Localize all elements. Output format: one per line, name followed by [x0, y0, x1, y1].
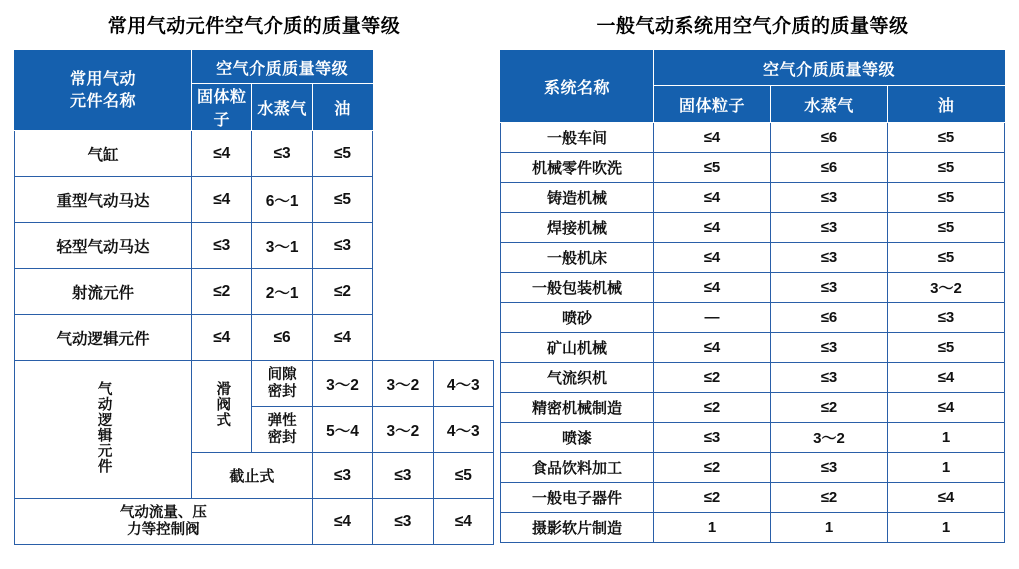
left-table-body — [15, 131, 494, 545]
right-row-6-val-0: — — [654, 303, 771, 333]
left-row-0-val-0: ≤4 — [192, 131, 252, 177]
left-table-title: 常用气动元件空气介质的质量等级 — [107, 16, 401, 37]
left-header-sub-2: 油 — [312, 84, 372, 131]
right-row-label-13: 摄影软片制造 — [501, 513, 654, 543]
table-row — [501, 273, 1005, 303]
right-row-12-val-2: ≤4 — [888, 483, 1005, 513]
right-header-group: 空气介质质量等级 — [654, 51, 1005, 86]
left-row-label-6: 弹性 密封 — [252, 407, 312, 453]
table-row — [501, 243, 1005, 273]
left-header-row-1 — [15, 51, 494, 84]
right-row-9-val-0: ≤2 — [654, 393, 771, 423]
right-table-body — [501, 123, 1005, 543]
left-row-3-val-2: ≤2 — [312, 269, 372, 315]
table-row — [501, 483, 1005, 513]
left-row-0-val-2: ≤5 — [312, 131, 372, 177]
right-row-label-6: 喷砂 — [501, 303, 654, 333]
left-row-label-0: 气缸 — [15, 131, 192, 177]
right-row-9-val-2: ≤4 — [888, 393, 1005, 423]
right-row-5-val-0: ≤4 — [654, 273, 771, 303]
left-row-label-5: 间隙 密封 — [252, 361, 312, 407]
left-header-sub-1: 水蒸气 — [252, 84, 312, 131]
table-row — [501, 213, 1005, 243]
left-row-0-val-1: ≤3 — [252, 131, 312, 177]
right-row-3-val-0: ≤4 — [654, 213, 771, 243]
left-row-1-val-2: ≤5 — [312, 177, 372, 223]
table-row — [501, 183, 1005, 213]
left-row-label-7: 截止式 — [192, 453, 313, 499]
table-row — [15, 131, 494, 177]
left-row-4-val-0: ≤4 — [192, 315, 252, 361]
right-row-9-val-1: ≤2 — [771, 393, 888, 423]
right-row-3-val-1: ≤3 — [771, 213, 888, 243]
right-row-2-val-1: ≤3 — [771, 183, 888, 213]
table-row — [501, 303, 1005, 333]
table-row — [501, 453, 1005, 483]
left-row-2-val-1: 3～1 — [252, 223, 312, 269]
right-row-2-val-0: ≤4 — [654, 183, 771, 213]
left-row-2-val-2: ≤3 — [312, 223, 372, 269]
left-row-8-val-2: ≤4 — [433, 499, 493, 545]
table-row — [501, 423, 1005, 453]
right-row-label-12: 一般电子器件 — [501, 483, 654, 513]
right-row-label-4: 一般机床 — [501, 243, 654, 273]
right-row-label-8: 气流织机 — [501, 363, 654, 393]
table-row — [501, 363, 1005, 393]
right-header-name: 系统名称 — [501, 51, 654, 123]
left-group-inner-label: 滑阀式 — [192, 361, 252, 453]
left-row-label-1: 重型气动马达 — [15, 177, 192, 223]
table-row — [15, 361, 494, 407]
right-row-3-val-2: ≤5 — [888, 213, 1005, 243]
right-header-sub-1: 水蒸气 — [771, 86, 888, 123]
right-row-13-val-2: 1 — [888, 513, 1005, 543]
right-row-5-val-1: ≤3 — [771, 273, 888, 303]
right-row-13-val-1: 1 — [771, 513, 888, 543]
right-row-6-val-2: ≤3 — [888, 303, 1005, 333]
right-row-label-2: 铸造机械 — [501, 183, 654, 213]
right-row-11-val-1: ≤3 — [771, 453, 888, 483]
left-row-6-val-1: 3～2 — [373, 407, 433, 453]
left-row-label-3: 射流元件 — [15, 269, 192, 315]
left-row-7-val-1: ≤3 — [373, 453, 433, 499]
table-row — [501, 393, 1005, 423]
left-row-1-val-1: 6～1 — [252, 177, 312, 223]
right-row-8-val-0: ≤2 — [654, 363, 771, 393]
right-row-10-val-1: 3～2 — [771, 423, 888, 453]
table-row — [501, 153, 1005, 183]
table-row — [501, 123, 1005, 153]
right-row-1-val-2: ≤5 — [888, 153, 1005, 183]
table-row — [15, 223, 494, 269]
right-row-7-val-0: ≤4 — [654, 333, 771, 363]
right-row-4-val-1: ≤3 — [771, 243, 888, 273]
left-row-5-val-0: 3～2 — [312, 361, 372, 407]
left-row-7-val-2: ≤5 — [433, 453, 493, 499]
right-row-label-9: 精密机械制造 — [501, 393, 654, 423]
left-row-3-val-0: ≤2 — [192, 269, 252, 315]
right-row-4-val-2: ≤5 — [888, 243, 1005, 273]
right-header-row-1 — [501, 51, 1005, 86]
left-row-6-val-0: 5～4 — [312, 407, 372, 453]
right-row-5-val-2: 3～2 — [888, 273, 1005, 303]
right-row-7-val-1: ≤3 — [771, 333, 888, 363]
left-row-8-val-1: ≤3 — [373, 499, 433, 545]
table-row — [501, 513, 1005, 543]
table-row — [15, 269, 494, 315]
right-row-8-val-2: ≤4 — [888, 363, 1005, 393]
table-row — [15, 499, 494, 545]
left-row-2-val-0: ≤3 — [192, 223, 252, 269]
right-row-8-val-1: ≤3 — [771, 363, 888, 393]
left-group-outer-label: 气动逻辑元件 — [15, 361, 192, 499]
left-row-label-4: 气动逻辑元件 — [15, 315, 192, 361]
left-row-8-val-0: ≤4 — [312, 499, 372, 545]
left-row-label-2: 轻型气动马达 — [15, 223, 192, 269]
right-row-label-5: 一般包装机械 — [501, 273, 654, 303]
right-row-11-val-0: ≤2 — [654, 453, 771, 483]
right-row-label-3: 焊接机械 — [501, 213, 654, 243]
right-row-1-val-1: ≤6 — [771, 153, 888, 183]
left-row-4-val-2: ≤4 — [312, 315, 372, 361]
right-row-12-val-0: ≤2 — [654, 483, 771, 513]
right-row-12-val-1: ≤2 — [771, 483, 888, 513]
right-row-label-7: 矿山机械 — [501, 333, 654, 363]
right-table-title: 一般气动系统用空气介质的质量等级 — [596, 16, 909, 37]
left-row-3-val-1: 2～1 — [252, 269, 312, 315]
pneumatic-components-table — [14, 50, 494, 545]
left-row-1-val-0: ≤4 — [192, 177, 252, 223]
right-table-panel — [500, 0, 1005, 543]
right-row-2-val-2: ≤5 — [888, 183, 1005, 213]
left-row-5-val-1: 3～2 — [373, 361, 433, 407]
right-row-1-val-0: ≤5 — [654, 153, 771, 183]
right-row-0-val-0: ≤4 — [654, 123, 771, 153]
left-table-panel — [14, 0, 494, 545]
right-row-13-val-0: 1 — [654, 513, 771, 543]
right-row-10-val-0: ≤3 — [654, 423, 771, 453]
right-row-11-val-2: 1 — [888, 453, 1005, 483]
right-row-7-val-2: ≤5 — [888, 333, 1005, 363]
left-header-name — [15, 51, 192, 131]
left-header-sub-0: 固体粒子 — [192, 84, 252, 131]
right-row-0-val-1: ≤6 — [771, 123, 888, 153]
right-table-head — [501, 51, 1005, 123]
right-header-sub-2: 油 — [888, 86, 1005, 123]
table-row — [15, 177, 494, 223]
right-row-label-10: 喷漆 — [501, 423, 654, 453]
right-row-label-0: 一般车间 — [501, 123, 654, 153]
left-header-name-line1: 常用气动 — [69, 70, 136, 88]
left-row-label-8: 气动流量、压 力等控制阀 — [15, 499, 313, 545]
right-row-4-val-0: ≤4 — [654, 243, 771, 273]
left-header-name-line2: 元件名称 — [69, 92, 136, 110]
right-row-0-val-2: ≤5 — [888, 123, 1005, 153]
left-row-4-val-1: ≤6 — [252, 315, 312, 361]
pneumatic-systems-table — [500, 50, 1005, 543]
right-row-10-val-2: 1 — [888, 423, 1005, 453]
right-header-sub-0: 固体粒子 — [654, 86, 771, 123]
left-row-6-val-2: 4～3 — [433, 407, 493, 453]
table-row — [15, 315, 494, 361]
right-row-6-val-1: ≤6 — [771, 303, 888, 333]
left-table-head — [15, 51, 494, 131]
right-row-label-1: 机械零件吹洗 — [501, 153, 654, 183]
left-header-group: 空气介质质量等级 — [192, 51, 373, 84]
right-row-label-11: 食品饮料加工 — [501, 453, 654, 483]
left-row-5-val-2: 4～3 — [433, 361, 493, 407]
table-row — [501, 333, 1005, 363]
left-row-7-val-0: ≤3 — [312, 453, 372, 499]
